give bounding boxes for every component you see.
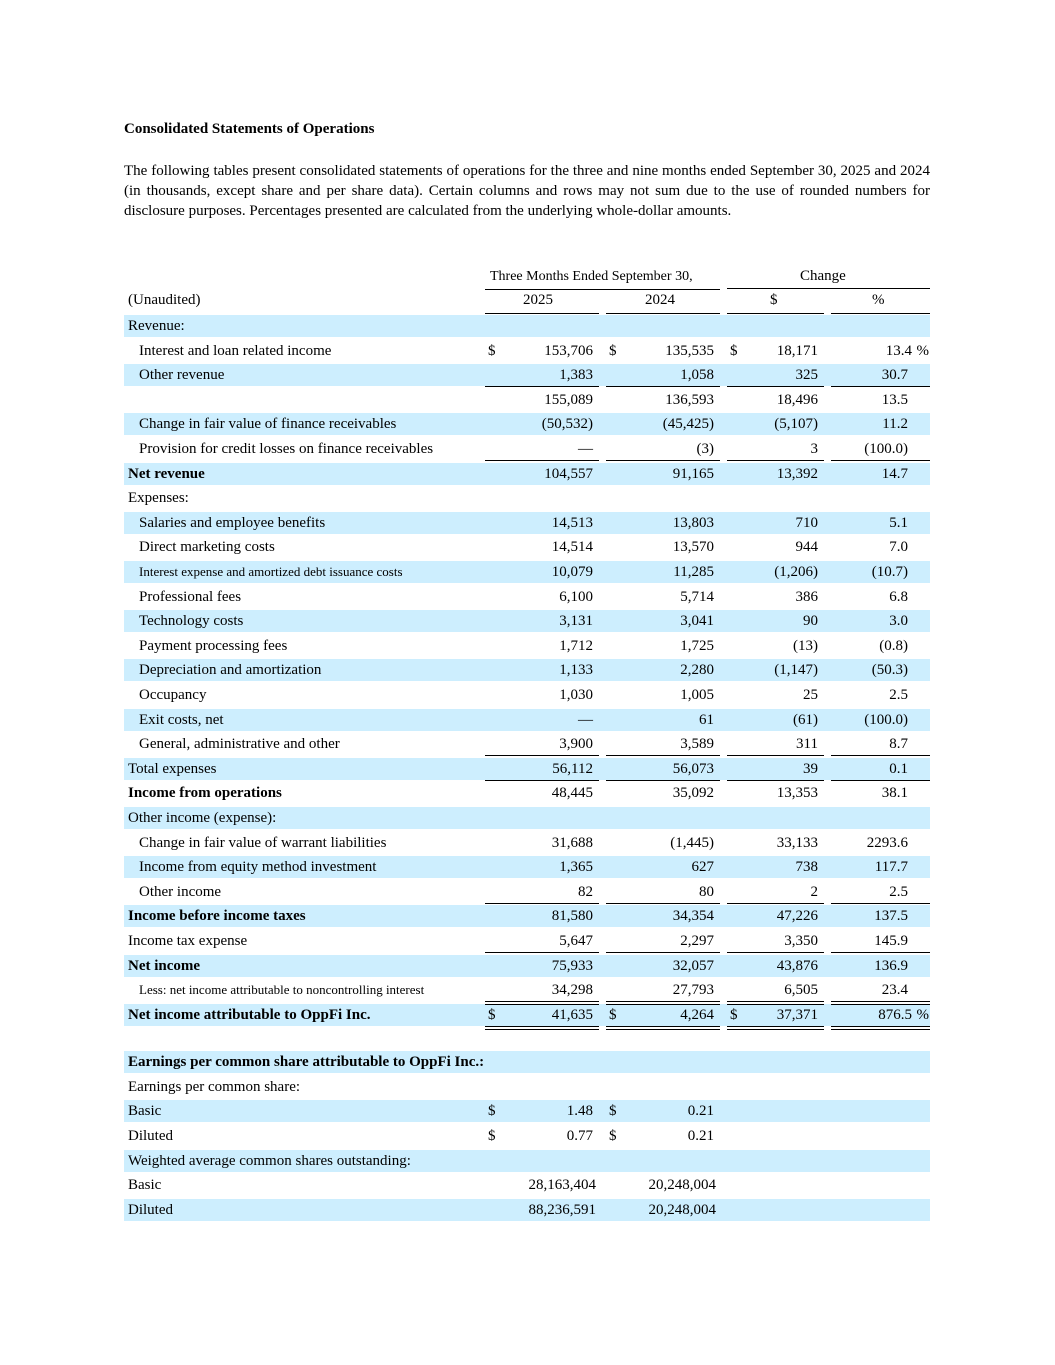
table-row — [124, 635, 930, 657]
table-row — [124, 832, 930, 854]
row-label: Total expenses — [128, 760, 217, 777]
value-2025: 1,133 — [559, 662, 593, 679]
value-2025: 1,030 — [559, 687, 593, 703]
currency-change: $ — [730, 1006, 738, 1023]
value-2024: 135,535 — [665, 342, 714, 359]
value-2024: 13,803 — [672, 514, 714, 531]
total-rule — [485, 952, 599, 953]
table-row — [124, 463, 930, 485]
value-change: 18,171 — [776, 342, 818, 359]
value-2024: 32,057 — [672, 957, 714, 974]
table-row — [124, 881, 930, 903]
wavg-diluted-2024: 20,248,004 — [648, 1202, 716, 1218]
value-percent: 13.5 — [881, 391, 908, 408]
value-percent: 2293.6 — [866, 834, 908, 851]
table-row — [124, 758, 930, 780]
value-2025: 14,514 — [551, 539, 593, 556]
value-2025: — — [578, 441, 593, 457]
total-rule — [727, 460, 824, 461]
value-change: (1,206) — [774, 564, 818, 580]
value-change: 944 — [795, 539, 818, 556]
table-row — [124, 315, 930, 337]
double-rule — [485, 1026, 599, 1027]
row-label: Less: net income attributable to noncontrolling interest — [139, 982, 425, 998]
value-change: (61) — [793, 711, 818, 728]
value-2025: 81,580 — [551, 908, 593, 925]
value-2024: (1,445) — [670, 834, 714, 851]
total-rule — [485, 460, 599, 461]
value-2024: 4,264 — [680, 1006, 714, 1023]
percent-sign: % — [916, 1006, 929, 1023]
currency-2024: $ — [609, 1006, 617, 1023]
wavg-diluted-row — [124, 1199, 930, 1221]
value-percent: 145.9 — [874, 933, 908, 949]
total-rule — [727, 952, 824, 953]
total-rule — [606, 1004, 720, 1005]
value-percent: 876.5 — [878, 1006, 912, 1023]
total-rule — [606, 755, 720, 756]
value-percent: 38.1 — [881, 785, 908, 802]
total-rule — [831, 460, 930, 461]
value-percent: 6.8 — [889, 588, 908, 605]
value-percent: (100.0) — [864, 441, 908, 457]
table-row — [124, 782, 930, 804]
header-rule-2025 — [485, 313, 599, 314]
value-percent: 13.4 — [885, 342, 912, 359]
total-rule — [485, 755, 599, 756]
wavg-diluted-label: Diluted — [128, 1202, 173, 1218]
eps-diluted-label: Diluted — [128, 1128, 173, 1144]
double-rule — [606, 1029, 720, 1030]
value-2024: 3,041 — [680, 613, 714, 630]
value-change: 25 — [803, 687, 818, 703]
row-label: Net income attributable to OppFi Inc. — [128, 1006, 371, 1023]
value-percent: (50.3) — [871, 662, 908, 679]
total-rule — [485, 903, 599, 904]
value-2025: 1,383 — [559, 367, 593, 384]
table-row — [124, 487, 930, 509]
table-row — [124, 733, 930, 755]
row-label: Occupancy — [139, 687, 207, 703]
row-label: Net revenue — [128, 465, 205, 482]
table-row — [124, 709, 930, 731]
total-rule — [727, 386, 824, 387]
total-rule — [606, 1001, 720, 1002]
value-2024: 2,280 — [680, 662, 714, 679]
value-percent: 30.7 — [881, 367, 908, 384]
total-rule — [606, 952, 720, 953]
wavg-label: Weighted average common shares outstanding: — [128, 1153, 411, 1169]
value-change: 325 — [795, 367, 818, 384]
eps-diluted-row — [124, 1125, 930, 1147]
value-2025: 82 — [578, 883, 593, 900]
total-rule — [606, 780, 720, 781]
value-change: 386 — [795, 588, 818, 605]
currency-2025: $ — [488, 1006, 496, 1023]
value-2024: 3,589 — [680, 736, 714, 753]
header-dollar: $ — [770, 292, 778, 308]
value-2025: 10,079 — [551, 564, 593, 580]
row-label: Professional fees — [139, 588, 242, 605]
total-rule — [485, 780, 599, 781]
eps-label-row — [124, 1076, 930, 1098]
value-2024: (3) — [696, 441, 714, 457]
page-title: Consolidated Statements of Operations — [124, 121, 375, 137]
eps-heading: Earnings per common share attributable to OppFi Inc.: — [128, 1054, 485, 1070]
total-rule — [606, 386, 720, 387]
value-change: 37,371 — [776, 1006, 818, 1023]
row-label: Other income — [139, 883, 222, 900]
header-change: Change — [800, 268, 846, 284]
value-2025: 1,365 — [559, 859, 593, 876]
table-row — [124, 856, 930, 878]
value-percent: 23.4 — [881, 982, 908, 999]
value-percent: 8.7 — [889, 736, 908, 753]
value-percent: 11.2 — [882, 416, 908, 433]
value-percent: 0.1 — [889, 760, 908, 777]
value-percent: (100.0) — [864, 711, 908, 728]
intro-paragraph: The following tables present consolidated statements of operations for the three and nine months ended September 30, 2025 and 2024 (in thousands, except share and per share data). Certain columns and rows may not sum due to the use of rounded numbers for disclosure purposes. Percentages presented are calculated from the underlying whole-dollar amounts. — [124, 163, 930, 219]
value-2025: 75,933 — [551, 957, 593, 974]
total-rule — [727, 1001, 824, 1002]
row-label: Other income (expense): — [128, 810, 277, 826]
value-percent: 14.7 — [881, 465, 908, 482]
value-2024: 136,593 — [665, 391, 714, 408]
value-change: 6,505 — [784, 982, 818, 999]
table-row — [124, 955, 930, 977]
value-2024: 627 — [691, 859, 714, 876]
eps-basic-2024-currency: $ — [609, 1103, 617, 1119]
value-change: 43,876 — [776, 957, 818, 974]
value-2024: 11,285 — [673, 564, 714, 580]
value-2024: 5,714 — [680, 588, 714, 605]
total-rule — [606, 903, 720, 904]
row-label: Change in fair value of finance receivables — [139, 416, 397, 433]
wavg-basic-row — [124, 1174, 930, 1196]
eps-diluted-2025: 0.77 — [566, 1128, 593, 1144]
value-2024: 61 — [699, 711, 714, 728]
value-2025: (50,532) — [541, 416, 593, 433]
value-percent: 136.9 — [874, 957, 908, 974]
total-rule — [831, 755, 930, 756]
value-2025: 155,089 — [544, 391, 593, 408]
value-change: 3 — [810, 441, 818, 457]
row-label: Direct marketing costs — [139, 539, 275, 556]
value-percent: 2.5 — [889, 883, 908, 900]
value-2025: 56,112 — [552, 760, 593, 777]
value-percent: 3.0 — [889, 613, 908, 630]
total-rule — [831, 903, 930, 904]
currency-2024: $ — [609, 342, 617, 359]
table-row — [124, 610, 930, 632]
total-rule — [831, 1004, 930, 1005]
total-rule — [727, 903, 824, 904]
row-label: Income from equity method investment — [139, 859, 377, 876]
row-label: Income from operations — [128, 785, 282, 802]
header-rule-change — [727, 288, 930, 289]
value-change: 90 — [803, 613, 818, 630]
value-2025: 6,100 — [559, 588, 593, 605]
wavg-label-row — [124, 1150, 930, 1172]
value-percent: (10.7) — [871, 564, 908, 580]
value-2025: 104,557 — [544, 465, 593, 482]
value-percent: 5.1 — [889, 514, 908, 531]
wavg-basic-2024: 20,248,004 — [648, 1177, 716, 1193]
total-rule — [831, 952, 930, 953]
total-rule — [485, 1001, 599, 1002]
percent-sign: % — [916, 342, 929, 359]
value-2024: 56,073 — [672, 760, 714, 777]
row-label: Payment processing fees — [139, 637, 288, 654]
table-row — [124, 684, 930, 706]
table-row — [124, 586, 930, 608]
table-row — [124, 807, 930, 829]
header-2024: 2024 — [645, 292, 675, 308]
value-change: (13) — [793, 637, 818, 654]
value-2024: (45,425) — [662, 416, 714, 433]
double-rule — [831, 1026, 930, 1027]
row-label: Income before income taxes — [128, 908, 306, 925]
currency-2025: $ — [488, 342, 496, 359]
value-2025: 3,131 — [559, 613, 593, 630]
eps-basic-2024: 0.21 — [687, 1103, 714, 1119]
row-label: General, administrative and other — [139, 736, 340, 753]
eps-basic-2025: 1.48 — [566, 1103, 593, 1119]
value-change: (5,107) — [774, 416, 818, 433]
value-change: 33,133 — [776, 834, 818, 851]
value-percent: 2.5 — [889, 687, 908, 703]
value-percent: 137.5 — [874, 908, 908, 925]
table-row — [124, 512, 930, 534]
value-percent: (0.8) — [879, 637, 908, 654]
double-rule — [485, 1029, 599, 1030]
value-change: 39 — [803, 760, 818, 777]
row-label: Depreciation and amortization — [139, 662, 322, 679]
total-rule — [727, 1004, 824, 1005]
row-label: Provision for credit losses on finance receivables — [139, 441, 434, 457]
header-period: Three Months Ended September 30, — [490, 269, 693, 284]
value-2024: 2,297 — [680, 933, 714, 949]
value-2025: 5,647 — [559, 933, 593, 949]
value-2024: 1,005 — [680, 687, 714, 703]
total-rule — [727, 755, 824, 756]
header-rule-dollar — [727, 313, 824, 314]
value-change: 710 — [795, 514, 818, 531]
table-row — [124, 389, 930, 411]
value-change: 311 — [796, 736, 818, 753]
eps-heading-row — [124, 1051, 930, 1073]
total-rule — [831, 1001, 930, 1002]
value-2024: 34,354 — [672, 908, 714, 925]
header-unaudited: (Unaudited) — [128, 292, 201, 308]
header-2025: 2025 — [523, 292, 553, 308]
table-row — [124, 659, 930, 681]
row-label: Other revenue — [139, 367, 225, 384]
value-2024: 80 — [699, 883, 714, 900]
row-label: Interest expense and amortized debt issuance costs — [139, 564, 403, 579]
value-percent: 7.0 — [889, 539, 908, 556]
value-2025: 1,712 — [559, 637, 593, 654]
total-rule — [485, 1004, 599, 1005]
value-2024: 1,725 — [680, 637, 714, 654]
row-label: Expenses: — [128, 490, 189, 507]
value-percent: 117.7 — [874, 859, 908, 876]
double-rule — [727, 1029, 824, 1030]
value-2024: 13,570 — [672, 539, 714, 556]
value-2025: — — [578, 711, 593, 728]
table-row — [124, 536, 930, 558]
header-rule-percent — [831, 313, 930, 314]
row-label: Technology costs — [139, 613, 244, 630]
value-2025: 48,445 — [551, 785, 593, 802]
row-label: Income tax expense — [128, 933, 248, 949]
table-row — [124, 438, 930, 460]
value-2025: 14,513 — [551, 514, 593, 531]
value-2025: 34,298 — [551, 982, 593, 999]
eps-basic-label: Basic — [128, 1103, 162, 1119]
double-rule — [606, 1026, 720, 1027]
header-rule-2024 — [606, 313, 720, 314]
row-label: Net income — [128, 957, 201, 974]
value-change: 13,353 — [776, 785, 818, 802]
table-row — [124, 413, 930, 435]
eps-diluted-2024-currency: $ — [609, 1128, 617, 1144]
value-2024: 35,092 — [672, 785, 714, 802]
row-label: Exit costs, net — [139, 711, 224, 728]
total-rule — [485, 386, 599, 387]
double-rule — [727, 1026, 824, 1027]
row-label: Change in fair value of warrant liabilities — [139, 834, 387, 851]
table-row — [124, 1004, 930, 1026]
row-label: Salaries and employee benefits — [139, 514, 326, 531]
total-rule — [831, 780, 930, 781]
total-rule — [727, 780, 824, 781]
value-2024: 91,165 — [672, 465, 714, 482]
row-label: Interest and loan related income — [139, 342, 332, 359]
value-change: 3,350 — [784, 933, 818, 949]
wavg-diluted-2025: 88,236,591 — [528, 1202, 596, 1218]
table-row — [124, 340, 930, 362]
eps-basic-row — [124, 1100, 930, 1122]
value-2024: 1,058 — [680, 367, 714, 384]
eps-basic-2025-currency: $ — [488, 1103, 496, 1119]
header-rule-period — [485, 289, 720, 290]
value-2024: 27,793 — [672, 982, 714, 999]
table-row — [124, 561, 930, 583]
wavg-basic-2025: 28,163,404 — [528, 1177, 596, 1193]
value-change: 47,226 — [776, 908, 818, 925]
row-label: Revenue: — [128, 318, 185, 334]
header-percent: % — [872, 292, 885, 308]
table-row — [124, 930, 930, 952]
value-2025: 31,688 — [551, 834, 593, 851]
total-rule — [606, 460, 720, 461]
value-change: 13,392 — [776, 465, 818, 482]
double-rule — [831, 1029, 930, 1030]
value-2025: 3,900 — [559, 736, 593, 753]
currency-change: $ — [730, 342, 738, 359]
value-change: 18,496 — [776, 391, 818, 408]
value-2025: 41,635 — [551, 1006, 593, 1023]
table-row — [124, 364, 930, 386]
eps-diluted-2025-currency: $ — [488, 1128, 496, 1144]
table-row — [124, 905, 930, 927]
total-rule — [831, 386, 930, 387]
table-row — [124, 979, 930, 1001]
eps-diluted-2024: 0.21 — [687, 1128, 714, 1144]
value-2025: 153,706 — [544, 342, 593, 359]
value-change: 738 — [795, 859, 818, 876]
value-change: (1,147) — [774, 662, 818, 679]
wavg-basic-label: Basic — [128, 1177, 162, 1193]
eps-label: Earnings per common share: — [128, 1079, 301, 1095]
value-change: 2 — [810, 883, 818, 900]
